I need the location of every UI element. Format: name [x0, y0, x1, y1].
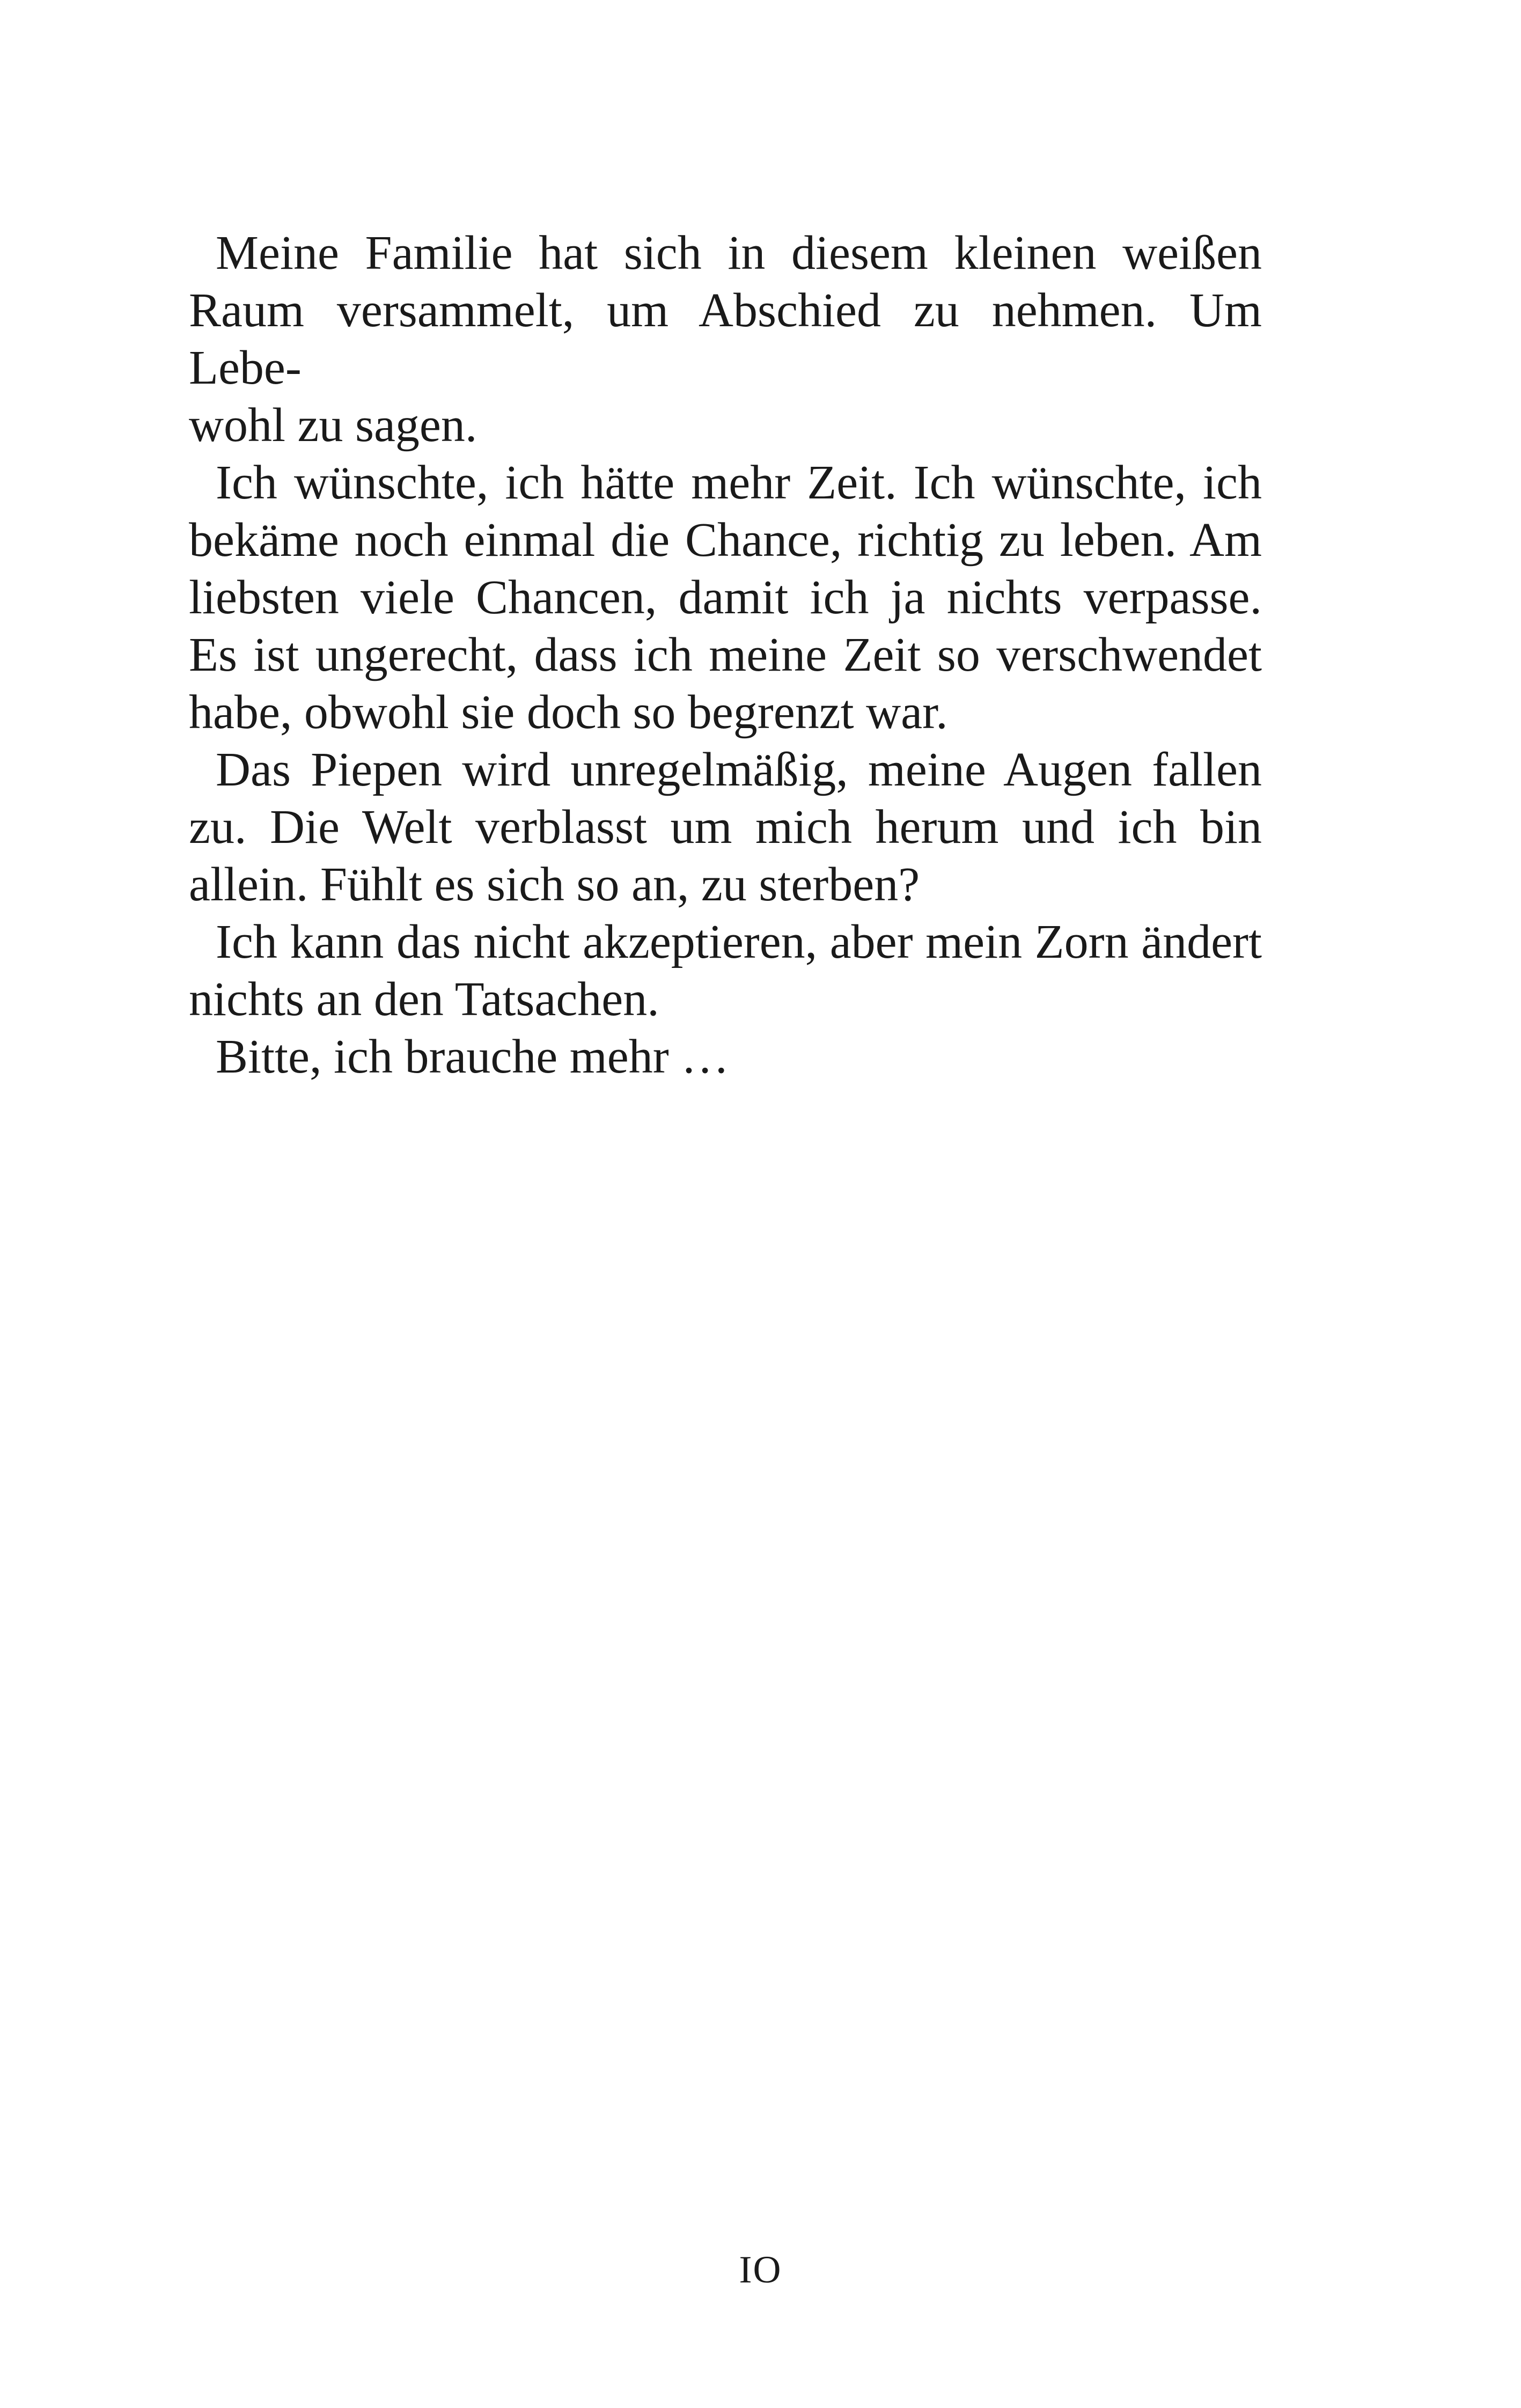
- text-line: zu. Die Welt verblasst um mich herum und ich bin: [189, 801, 1262, 854]
- paragraph: [189, 1028, 1262, 1085]
- body-text: [189, 224, 1262, 1085]
- paragraph: [189, 454, 1262, 741]
- text-line: wohl zu sagen.: [189, 399, 477, 452]
- text-line: allein. Fühlt es sich so an, zu sterben?: [189, 858, 920, 911]
- page-number: IO: [739, 2248, 782, 2291]
- text-line: Bitte, ich brauche mehr …: [216, 1030, 730, 1083]
- paragraph: [189, 913, 1262, 1028]
- text-line: Raum versammelt, um Abschied zu nehmen. Um Lebe-: [189, 284, 1262, 394]
- text-line: bekäme noch einmal die Chance, richtig zu leben. Am: [189, 513, 1262, 567]
- text-line: liebsten viele Chancen, damit ich ja nichts verpasse.: [189, 571, 1262, 624]
- paragraph: [189, 741, 1262, 913]
- text-line: Das Piepen wird unregelmäßig, meine Augen fallen: [216, 743, 1262, 796]
- text-line: Ich wünschte, ich hätte mehr Zeit. Ich wünschte, ich: [216, 456, 1262, 509]
- paragraph: [189, 224, 1262, 454]
- text-line: Meine Familie hat sich in diesem kleinen weißen: [216, 226, 1262, 280]
- text-line: habe, obwohl sie doch so begrenzt war.: [189, 686, 948, 739]
- text-line: Ich kann das nicht akzeptieren, aber mein Zorn ändert: [216, 915, 1262, 968]
- text-line: nichts an den Tatsachen.: [189, 973, 659, 1026]
- text-line: Es ist ungerecht, dass ich meine Zeit so verschwendet: [189, 628, 1262, 681]
